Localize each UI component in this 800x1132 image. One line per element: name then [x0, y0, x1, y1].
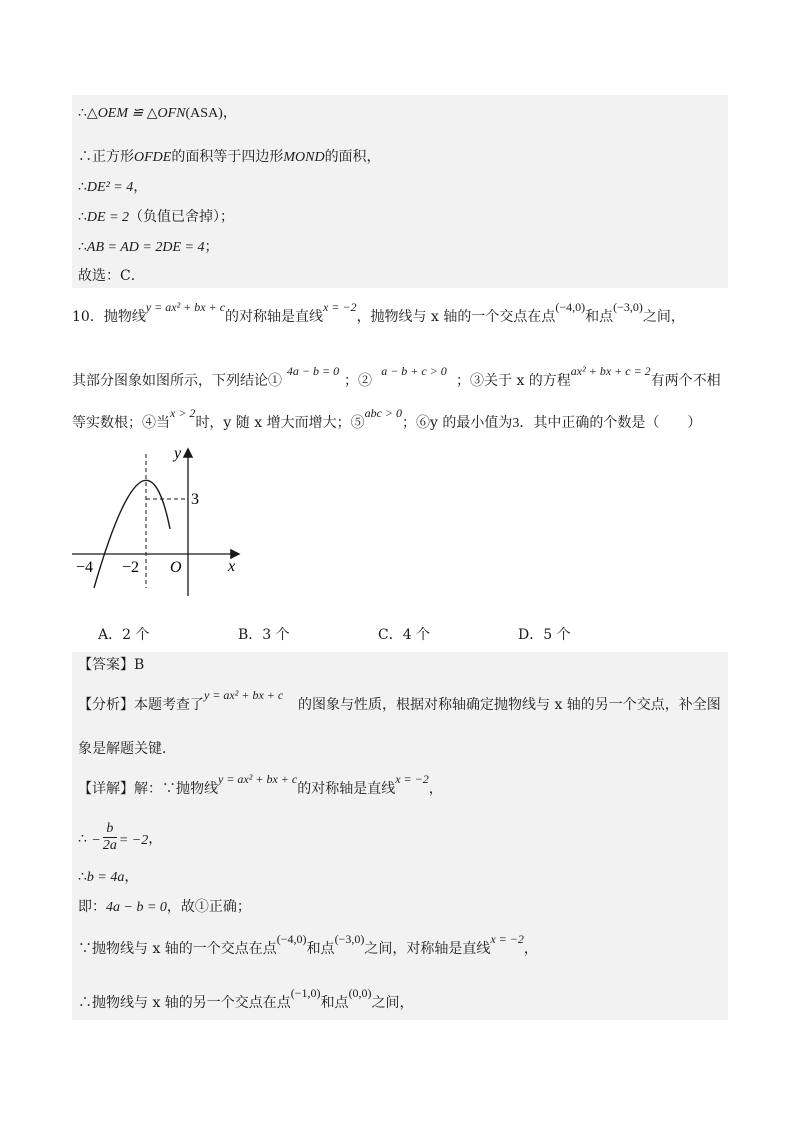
answer-options — [98, 626, 658, 644]
detail-line-6: ∴抛物线与 x 轴的另一个交点在点(−1,0)和点(0,0)之间， — [78, 986, 414, 1011]
x-axis-label: x — [228, 558, 236, 575]
detail-line-4: 即：4a − b = 0，故①正确； — [78, 899, 251, 915]
solution-block-top — [72, 95, 728, 288]
y-axis-label: y — [174, 445, 182, 462]
question-line-3: 等实数根；④当x > 2时，y 随 x 增大而增大；⑤abc > 0；⑥y 的最小值为3．其中正确的个数是（ ） — [72, 406, 702, 431]
detail-line-3: ∴b = 4a， — [78, 869, 139, 885]
step-congruence: ∴△OEM ≌ △OFN(ASA)， — [78, 105, 237, 121]
detail-line-1: 【详解】解：∵抛物线y = ax² + bx + c的对称轴是直线x = −2， — [78, 772, 443, 797]
parabola-figure — [70, 440, 250, 600]
option-a[interactable]: A．2 个 — [98, 627, 150, 643]
detail-line-5: ∵抛物线与 x 轴的一个交点在点(−4,0)和点(−3,0)之间，对称轴是直线x = −2， — [78, 932, 538, 957]
option-b[interactable]: B．3 个 — [238, 627, 290, 643]
step-de-value: ∴DE = 2（负值已舍掉）； — [78, 209, 235, 225]
question-line-1: 10．抛物线y = ax² + bx + c的对称轴是直线x = −2，抛物线与 x 轴的一个交点在点(−4,0)和点(−3,0)之间， — [72, 300, 685, 325]
label-minus-4: −4 — [76, 559, 94, 576]
analysis-line-2: 象是解题关键． — [78, 741, 176, 757]
analysis-line-1: 【分析】本题考查了y = ax² + bx + c的图象与性质，根据对称轴确定抛物线与 x 轴的另一个交点，补全图 — [78, 688, 721, 713]
option-d[interactable]: D．5 个 — [518, 627, 571, 643]
step-ab-value: ∴AB = AD = 2DE = 4； — [78, 239, 219, 255]
detail-line-2: ∴ − $\frac{b}{2a}$ = −2， — [78, 821, 163, 853]
label-origin: O — [170, 559, 182, 576]
step-choice: 故选：C． — [78, 268, 145, 284]
step-de-squared: ∴DE² = 4， — [78, 179, 148, 195]
label-minus-2: −2 — [122, 559, 140, 576]
answer-tag: 【答案】B — [78, 657, 145, 673]
question-line-2: 其部分图象如图所示，下列结论①4a − b = 0；②a − b + c > 0；③关于 x 的方程ax² + bx + c = 2有两个不相 — [72, 364, 721, 389]
label-vertex-y: 3 — [191, 491, 199, 508]
fraction-formula: − $\frac{b}{2a}$ = −2 — [91, 821, 149, 853]
option-c[interactable]: C．4 个 — [378, 627, 431, 643]
step-square-area: ∴正方形OFDE的面积等于四边形MOND的面积， — [78, 149, 381, 165]
